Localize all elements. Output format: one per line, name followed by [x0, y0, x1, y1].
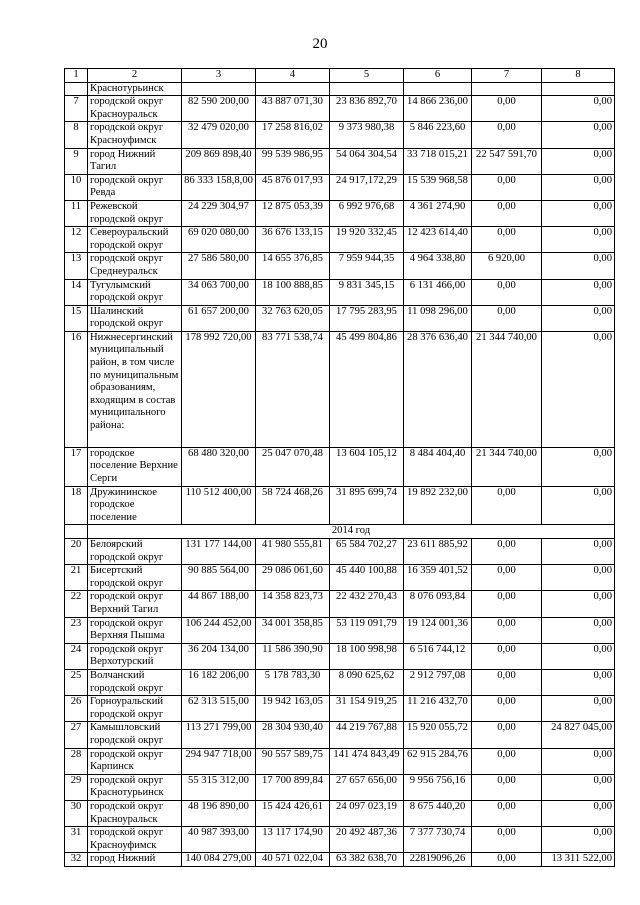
row-number-cell: 12 — [65, 227, 88, 253]
page-number: 20 — [312, 36, 328, 52]
column-8-cell: 0,00 — [542, 305, 615, 331]
column-4-cell: 36 676 133,15 — [256, 227, 330, 253]
column-6-cell: 62 915 284,76 — [404, 748, 472, 774]
column-4-cell: 18 100 888,85 — [256, 279, 330, 305]
column-5-cell: 53 119 091,79 — [330, 617, 404, 643]
column-4-cell: 5 178 783,30 — [256, 669, 330, 695]
column-4-cell: 45 876 017,93 — [256, 174, 330, 200]
column-8-cell: 0,00 — [542, 174, 615, 200]
municipality-name-cell: городской округ Красноуральск — [88, 96, 182, 122]
column-8-cell: 0,00 — [542, 447, 615, 486]
column-header: 5 — [330, 69, 404, 83]
column-4-cell: 14 655 376,85 — [256, 253, 330, 279]
column-3-cell: 61 657 200,00 — [182, 305, 256, 331]
column-6-cell: 8 484 404,40 — [404, 447, 472, 486]
column-6-cell: 19 124 001,36 — [404, 617, 472, 643]
column-5-cell: 45 499 804,86 — [330, 331, 404, 447]
table-row — [65, 643, 615, 669]
column-header: 1 — [65, 69, 88, 83]
column-7-cell: 0,00 — [472, 565, 542, 591]
column-4-cell: 41 980 555,81 — [256, 539, 330, 565]
column-3-cell: 113 271 799,00 — [182, 722, 256, 748]
column-7-cell: 6 920,00 — [472, 253, 542, 279]
column-3-cell: 209 869 898,40 — [182, 148, 256, 174]
column-4-cell: 17 700 899,84 — [256, 774, 330, 800]
row-number-cell: 24 — [65, 643, 88, 669]
column-8-cell: 0,00 — [542, 253, 615, 279]
column-7-cell: 0,00 — [472, 774, 542, 800]
row-number-cell: 20 — [65, 539, 88, 565]
column-5-cell: 31 895 699,74 — [330, 486, 404, 525]
table-row — [65, 748, 615, 774]
column-header: 8 — [542, 69, 615, 83]
column-5-cell: 24 917,172,29 — [330, 174, 404, 200]
row-number-cell: 31 — [65, 827, 88, 853]
column-header-row — [65, 69, 615, 83]
municipality-name-cell: Режевской городской округ — [88, 200, 182, 226]
column-3-cell: 90 885 564,00 — [182, 565, 256, 591]
table-row — [65, 800, 615, 826]
column-5-cell: 24 097 023,19 — [330, 800, 404, 826]
column-7-cell: 0,00 — [472, 696, 542, 722]
column-8-cell: 0,00 — [542, 122, 615, 148]
column-7-cell: 0,00 — [472, 669, 542, 695]
column-8-cell: 13 311 522,00 — [542, 853, 615, 867]
row-number-cell: 16 — [65, 331, 88, 447]
row-number-cell: 29 — [65, 774, 88, 800]
column-8-cell: 0,00 — [542, 800, 615, 826]
table-row — [65, 148, 615, 174]
municipality-name-cell: Дружининское городское поселение — [88, 486, 182, 525]
column-8-cell: 0,00 — [542, 617, 615, 643]
column-4-cell: 14 358 823,73 — [256, 591, 330, 617]
year-label: 2014 год — [88, 525, 615, 539]
column-7-cell: 0,00 — [472, 748, 542, 774]
column-8-cell: 0,00 — [542, 827, 615, 853]
municipality-name-cell: городской округ Красноуфимск — [88, 827, 182, 853]
column-8-cell: 0,00 — [542, 643, 615, 669]
column-6-cell: 5 846 223,60 — [404, 122, 472, 148]
municipality-name-cell: Волчанский городской округ — [88, 669, 182, 695]
column-6-cell: 19 892 232,00 — [404, 486, 472, 525]
column-7-cell: 0,00 — [472, 722, 542, 748]
row-number-cell: 28 — [65, 748, 88, 774]
column-7-cell: 21 344 740,00 — [472, 447, 542, 486]
column-3-cell: 48 196 890,00 — [182, 800, 256, 826]
column-3-cell: 40 987 393,00 — [182, 827, 256, 853]
column-5-cell: 17 795 283,95 — [330, 305, 404, 331]
column-5-cell: 54 064 304,54 — [330, 148, 404, 174]
column-header: 6 — [404, 69, 472, 83]
column-5-cell: 19 920 332,45 — [330, 227, 404, 253]
column-8-cell: 0,00 — [542, 591, 615, 617]
column-7-cell: 0,00 — [472, 96, 542, 122]
column-7-cell: 0,00 — [472, 827, 542, 853]
table-row — [65, 305, 615, 331]
column-4-cell: 17 258 816,02 — [256, 122, 330, 148]
column-3-cell: 86 333 158,8,00 — [182, 174, 256, 200]
column-4-cell: 12 875 053,39 — [256, 200, 330, 226]
column-7-cell: 0,00 — [472, 853, 542, 867]
column-7-cell: 0,00 — [472, 643, 542, 669]
continued-row — [65, 82, 615, 96]
column-7-cell: 22 547 591,70 — [472, 148, 542, 174]
row-number-cell: 8 — [65, 122, 88, 148]
column-3-cell: 24 229 304,97 — [182, 200, 256, 226]
table-row — [65, 565, 615, 591]
municipality-name-cell: городской округ Ревда — [88, 174, 182, 200]
column-6-cell: 6 131 466,00 — [404, 279, 472, 305]
table-row — [65, 853, 615, 867]
column-4-cell: 58 724 468,26 — [256, 486, 330, 525]
municipality-name-cell: Североуральский городской округ — [88, 227, 182, 253]
column-5-cell: 44 219 767,88 — [330, 722, 404, 748]
column-7-cell: 0,00 — [472, 800, 542, 826]
column-5-cell: 9 831 345,15 — [330, 279, 404, 305]
column-4-cell: 15 424 426,61 — [256, 800, 330, 826]
column-5-cell: 6 992 976,68 — [330, 200, 404, 226]
row-number-cell: 18 — [65, 486, 88, 525]
municipality-name-cell: город Нижний — [88, 853, 182, 867]
column-7-cell: 0,00 — [472, 174, 542, 200]
column-7-cell: 0,00 — [472, 279, 542, 305]
column-4-cell: 28 304 930,40 — [256, 722, 330, 748]
column-5-cell: 45 440 100,88 — [330, 565, 404, 591]
column-4-cell: 83 771 538,74 — [256, 331, 330, 447]
column-8-cell: 24 827 045,00 — [542, 722, 615, 748]
municipality-name-cell: Белоярский городской округ — [88, 539, 182, 565]
column-5-cell: 7 959 944,35 — [330, 253, 404, 279]
table-row — [65, 827, 615, 853]
municipality-name-cell: Шалинский городской округ — [88, 305, 182, 331]
column-6-cell: 15 920 055,72 — [404, 722, 472, 748]
column-6-cell: 16 359 401,52 — [404, 565, 472, 591]
table-row — [65, 539, 615, 565]
table-row — [65, 200, 615, 226]
column-3-cell: 82 590 200,00 — [182, 96, 256, 122]
column-5-cell: 13 604 105,12 — [330, 447, 404, 486]
table-row — [65, 669, 615, 695]
column-3-cell: 131 177 144,00 — [182, 539, 256, 565]
column-6-cell: 8 675 440,20 — [404, 800, 472, 826]
municipality-name-cell: городской округ Красноуфимск — [88, 122, 182, 148]
column-6-cell: 15 539 968,58 — [404, 174, 472, 200]
column-4-cell: 90 557 589,75 — [256, 748, 330, 774]
municipality-name-cell: городской округ Красноуральск — [88, 800, 182, 826]
table-row — [65, 279, 615, 305]
column-7-cell: 0,00 — [472, 591, 542, 617]
column-7-cell: 0,00 — [472, 617, 542, 643]
column-5-cell: 141 474 843,49 — [330, 748, 404, 774]
row-number-cell: 9 — [65, 148, 88, 174]
column-6-cell: 2 912 797,08 — [404, 669, 472, 695]
column-6-cell: 22819096,26 — [404, 853, 472, 867]
column-6-cell: 8 076 093,84 — [404, 591, 472, 617]
column-4-cell: 29 086 061,60 — [256, 565, 330, 591]
column-3-cell: 34 063 700,00 — [182, 279, 256, 305]
table-row — [65, 447, 615, 486]
column-8-cell: 0,00 — [542, 696, 615, 722]
municipality-name-cell: Камышловский городской округ — [88, 722, 182, 748]
column-3-cell: 106 244 452,00 — [182, 617, 256, 643]
column-8-cell: 0,00 — [542, 96, 615, 122]
column-3-cell: 140 084 279,00 — [182, 853, 256, 867]
column-3-cell: 294 947 718,00 — [182, 748, 256, 774]
column-4-cell: 99 539 986,95 — [256, 148, 330, 174]
column-4-cell: 11 586 390,90 — [256, 643, 330, 669]
column-5-cell: 23 836 892,70 — [330, 96, 404, 122]
municipality-name-cell: городское поселение Верхние Серги — [88, 447, 182, 486]
column-7-cell: 0,00 — [472, 200, 542, 226]
column-8-cell: 0,00 — [542, 748, 615, 774]
table-row — [65, 591, 615, 617]
municipality-name-cell: Нижнесергинский муниципальный район, в том числе по муниципальным образованиям, входящим в состав муниципального района: — [88, 331, 182, 447]
municipality-name-cell: городской округ Среднеуральск — [88, 253, 182, 279]
row-number-cell: 26 — [65, 696, 88, 722]
column-8-cell: 0,00 — [542, 486, 615, 525]
column-6-cell: 4 361 274,90 — [404, 200, 472, 226]
table-row — [65, 774, 615, 800]
row-number-cell: 7 — [65, 96, 88, 122]
column-5-cell: 27 657 656,00 — [330, 774, 404, 800]
column-6-cell: 4 964 338,80 — [404, 253, 472, 279]
column-5-cell: 9 373 980,38 — [330, 122, 404, 148]
year-row — [65, 525, 615, 539]
table-row — [65, 96, 615, 122]
column-header: 3 — [182, 69, 256, 83]
table-row — [65, 253, 615, 279]
table-row — [65, 696, 615, 722]
table-row — [65, 331, 615, 447]
row-number-cell: 15 — [65, 305, 88, 331]
table-row — [65, 227, 615, 253]
row-number-cell: 10 — [65, 174, 88, 200]
row-number-cell: 11 — [65, 200, 88, 226]
column-6-cell: 11 216 432,70 — [404, 696, 472, 722]
table-row — [65, 174, 615, 200]
column-8-cell: 0,00 — [542, 279, 615, 305]
row-number-cell: 17 — [65, 447, 88, 486]
row-number-cell: 25 — [65, 669, 88, 695]
column-8-cell: 0,00 — [542, 669, 615, 695]
column-7-cell: 0,00 — [472, 539, 542, 565]
column-5-cell: 65 584 702,27 — [330, 539, 404, 565]
column-3-cell: 110 512 400,00 — [182, 486, 256, 525]
municipality-name-cell: городской округ Краснотурьинск — [88, 774, 182, 800]
column-4-cell: 32 763 620,05 — [256, 305, 330, 331]
row-number-cell: 23 — [65, 617, 88, 643]
column-5-cell: 18 100 998,98 — [330, 643, 404, 669]
municipality-name-cell: Тугулымский городской округ — [88, 279, 182, 305]
table-row — [65, 122, 615, 148]
column-6-cell: 12 423 614,40 — [404, 227, 472, 253]
column-7-cell: 0,00 — [472, 122, 542, 148]
column-3-cell: 55 315 312,00 — [182, 774, 256, 800]
column-4-cell: 40 571 022,04 — [256, 853, 330, 867]
column-4-cell: 13 117 174,90 — [256, 827, 330, 853]
row-number-cell: 32 — [65, 853, 88, 867]
column-6-cell: 11 098 296,00 — [404, 305, 472, 331]
column-6-cell: 23 611 885,92 — [404, 539, 472, 565]
column-3-cell: 16 182 206,00 — [182, 669, 256, 695]
column-3-cell: 44 867 188,00 — [182, 591, 256, 617]
column-3-cell: 68 480 320,00 — [182, 447, 256, 486]
column-3-cell: 69 020 080,00 — [182, 227, 256, 253]
column-4-cell: 25 047 070,48 — [256, 447, 330, 486]
column-8-cell: 0,00 — [542, 227, 615, 253]
table-row — [65, 486, 615, 525]
column-header: 4 — [256, 69, 330, 83]
row-number-cell: 30 — [65, 800, 88, 826]
municipality-name-cell: городской округ Верхняя Пышма — [88, 617, 182, 643]
budget-table — [64, 68, 615, 867]
row-number-cell: 27 — [65, 722, 88, 748]
column-6-cell: 33 718 015,21 — [404, 148, 472, 174]
column-header: 7 — [472, 69, 542, 83]
table-row — [65, 722, 615, 748]
column-6-cell: 28 376 636,40 — [404, 331, 472, 447]
column-7-cell: 0,00 — [472, 486, 542, 525]
column-5-cell: 22 432 270,43 — [330, 591, 404, 617]
column-8-cell: 0,00 — [542, 200, 615, 226]
column-header: 2 — [88, 69, 182, 83]
column-7-cell: 21 344 740,00 — [472, 331, 542, 447]
municipality-name-cell: город Нижний Тагил — [88, 148, 182, 174]
row-number-cell — [65, 82, 88, 96]
row-number-cell: 13 — [65, 253, 88, 279]
column-6-cell: 9 956 756,16 — [404, 774, 472, 800]
column-8-cell: 0,00 — [542, 148, 615, 174]
column-5-cell: 20 492 487,36 — [330, 827, 404, 853]
row-number-cell: 14 — [65, 279, 88, 305]
table-row — [65, 617, 615, 643]
column-3-cell: 36 204 134,00 — [182, 643, 256, 669]
column-6-cell: 14 866 236,00 — [404, 96, 472, 122]
row-number-cell: 22 — [65, 591, 88, 617]
column-3-cell: 178 992 720,00 — [182, 331, 256, 447]
municipality-name-cell: городской округ Карпинск — [88, 748, 182, 774]
column-3-cell: 32 479 020,00 — [182, 122, 256, 148]
column-6-cell: 6 516 744,12 — [404, 643, 472, 669]
municipality-name-cell: Горноуральский городской округ — [88, 696, 182, 722]
municipality-name-cell: городской округ Верхний Тагил — [88, 591, 182, 617]
column-4-cell: 19 942 163,05 — [256, 696, 330, 722]
column-7-cell: 0,00 — [472, 227, 542, 253]
row-number-cell: 21 — [65, 565, 88, 591]
continued-name-cell: Краснотурьинск — [88, 82, 182, 96]
column-8-cell: 0,00 — [542, 774, 615, 800]
column-6-cell: 7 377 730,74 — [404, 827, 472, 853]
column-4-cell: 34 001 358,85 — [256, 617, 330, 643]
column-4-cell: 43 887 071,30 — [256, 96, 330, 122]
column-8-cell: 0,00 — [542, 565, 615, 591]
municipality-name-cell: Бисертский городской округ — [88, 565, 182, 591]
column-3-cell: 62 313 515,00 — [182, 696, 256, 722]
column-8-cell: 0,00 — [542, 331, 615, 447]
column-8-cell: 0,00 — [542, 539, 615, 565]
column-5-cell: 8 090 625,62 — [330, 669, 404, 695]
column-7-cell: 0,00 — [472, 305, 542, 331]
column-3-cell: 27 586 580,00 — [182, 253, 256, 279]
municipality-name-cell: городской округ Верхотурский — [88, 643, 182, 669]
column-5-cell: 63 382 638,70 — [330, 853, 404, 867]
column-5-cell: 31 154 919,25 — [330, 696, 404, 722]
